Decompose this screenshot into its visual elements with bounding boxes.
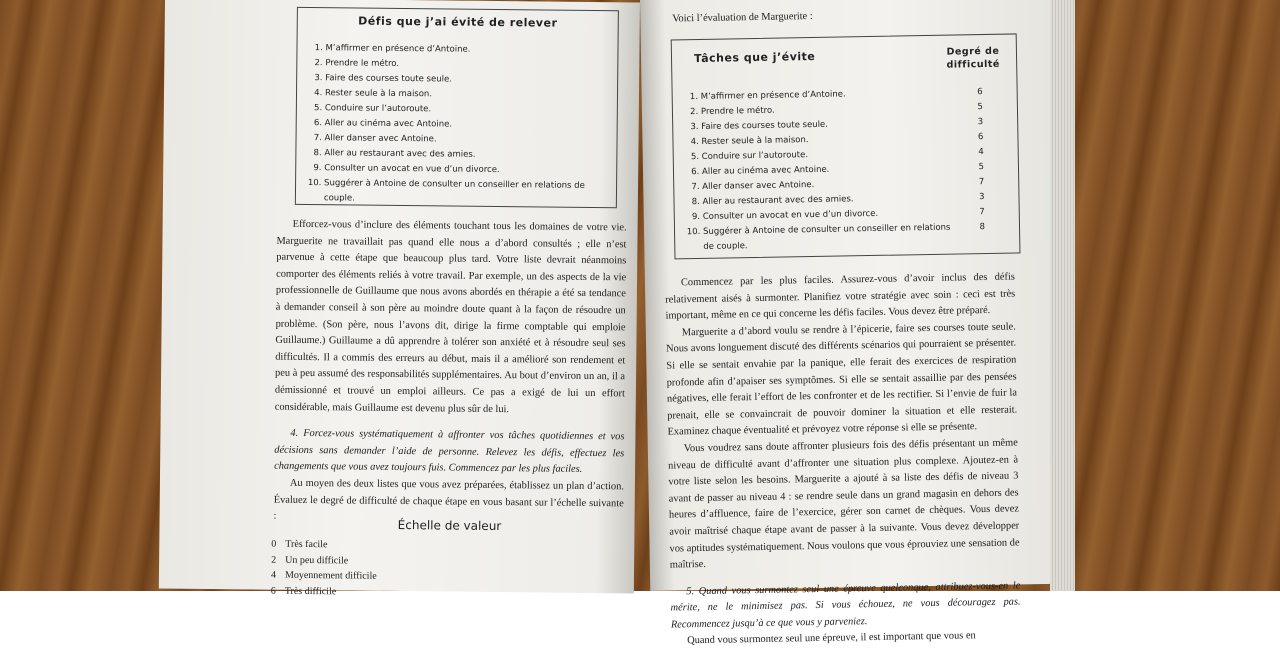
left-page (159, 0, 640, 597)
left-body (273, 217, 626, 529)
evaluation-item: 5. Conduire sur l’autoroute. (702, 146, 952, 165)
difficulty-value: 5 (977, 102, 984, 113)
challenge-item: 6. Aller au cinéma avec Antoine. (325, 116, 617, 134)
left-paragraph-1: Efforcez-vous d’inclure des éléments touchant tous les domaines de votre vie. Marguerite ne travaillait pas quand elle nous a d’abord consultés ; elle n’est parvenue à cette étape que beaucoup plus tard. Votre liste devrait néanmoins comporter des éléments reliés à votre travail. Par exemple, un des aspects de la vie professionnelle de Guillaume que nous avons abordés en thérapie a été sa tendance à demander conseil à son père au moindre doute quant à la façon de résoudre un problème. (Son père, nous l’avons dit, dirige la firme comptable qui emploie Guillaume.) Guillaume a dû apprendre à tolérer son anxiété et à résoudre seul ses difficultés. Il a commis des erreurs au début, mais il a amélioré son rendement et peu à peu assumé des responsabilités supplémentaires. Au bout d’environ un an, il a démissionné et trouvé un emploi ailleurs. Ce pas a exigé de lui un effort considérable, mais Guillaume est devenu plus sûr de lui. (274, 218, 627, 415)
evaluation-item: 10. Suggérer à Antoine de consulter un conseiller en relations de couple. (703, 221, 953, 255)
page-edges (1050, 0, 1075, 591)
evaluation-item: 8. Aller au restaurant avec des amies. (702, 191, 952, 210)
scale-number: 0 (271, 538, 277, 550)
open-book (165, 0, 1075, 647)
scale-number: 6 (270, 585, 276, 597)
right-paragraph-2: Marguerite a d’abord voulu se rendre à l’épicerie, faire ses courses toute seule. Nous avons longuement discuté des différents scénarios qui pourraient se présenter. Si elle se sentait envahie par la panique, elle ferait des exercices de respiration profonde afin d’apaiser ses symptômes. Si elle se sentait assaillie par des pensées négatives, elle ferait l’effort de les confronter et de les rectifier. Si l’envie de fuir la prenait, elle se convaincrait de pouvoir dominer la situation et elle resterait. Examinez chaque éventualité et prévoyez votre réponse si elle se présente. (666, 321, 1018, 438)
evaluation-item: 6. Aller au cinéma avec Antoine. (702, 161, 952, 180)
right-body (665, 270, 1021, 651)
challenges-list (306, 41, 618, 209)
right-paragraph-3: Vous voudrez sans doute affronter plusieurs fois des défis présentant un même niveau de difficulté avant d’affronter une situation plus complexe. Ajoutez-en à votre liste selon les besoins. Marguerite a ajouté à sa liste des défis de niveau 3 avant de passer au niveau 4 : se rendre seule dans un grand magasin en dehors des heures d’affluence, faire de l’exercice, gérer son carnet de chèques. Vous devez avoir maîtrisé chaque étape avant de passer à la suivante. Vous devez développer vos aptitudes systématiquement. Nous voulons que vous éprouviez une sensation de maîtrise. (668, 437, 1020, 571)
left-paragraph-2: 4. Forcez-vous systématiquement à affronter vos tâches quotidiennes et vos décisions sans demander l’aide de personne. Relevez les défis, effectuez les changements que vous avez toujours fuis. Commencez par les plus faciles. (274, 427, 625, 476)
left-paragraph-3: Au moyen des deux listes que vous avez préparées, établissez un plan d’action. Évaluez le degré de difficulté de chaque étape en vous basant sur l’échelle suivante : (273, 477, 624, 522)
challenge-item: 9. Consulter un avocat en vue d’un divorce. (324, 161, 616, 179)
challenge-item: 1. M’affirmer en présence d’Antoine. (325, 41, 617, 59)
scale-item (271, 583, 471, 601)
task-column-header: Tâches que j’évite (693, 49, 816, 66)
challenge-item: 5. Conduire sur l’autoroute. (325, 101, 617, 119)
evaluation-list (683, 86, 954, 256)
right-intro: Voici l’évaluation de Marguerite : (672, 10, 813, 25)
scale-title: Échelle de valeur (397, 517, 502, 534)
challenge-item: 4. Rester seule à la maison. (325, 86, 617, 104)
right-page (640, 0, 1060, 647)
right-paragraph-1: Commencez par les plus faciles. Assurez-vous d’avoir inclus des défis relativement aisés à surmonter. Planifiez votre stratégie avec soin : ceci est très important, même en ce qui concerne les défis faciles. Vous devez être préparé. (665, 271, 1016, 322)
difficulty-value: 8 (979, 222, 986, 233)
difficulty-value: 3 (977, 117, 984, 128)
scale-item (271, 537, 471, 555)
challenge-item: 10. Suggérer à Antoine de consulter un conseiller en relations de couple. (324, 176, 616, 209)
challenge-item: 7. Aller danser avec Antoine. (324, 131, 616, 149)
challenges-box-title: Défis que j’ai évité de relever (358, 14, 558, 30)
evaluation-item: 9. Consulter un avocat en vue d’un divorce. (703, 206, 953, 225)
challenges-box (295, 7, 619, 208)
difficulty-value: 6 (977, 132, 984, 143)
scale-number: 4 (270, 569, 277, 581)
difficulty-value: 7 (978, 177, 985, 188)
difficulty-values (977, 85, 985, 235)
difficulty-column-header: Degré de difficulté (946, 45, 1000, 71)
evaluation-item: 7. Aller danser avec Antoine. (702, 176, 952, 195)
evaluation-item: 3. Faire des courses toute seule. (701, 116, 951, 135)
evaluation-item: 1. M’affirmer en présence d’Antoine. (701, 86, 951, 105)
evaluation-item: 4. Rester seule à la maison. (701, 131, 951, 150)
challenge-item: 2. Prendre le métro. (325, 56, 617, 74)
scale-label: Très difficile (284, 585, 337, 597)
difficulty-value: 7 (979, 207, 985, 218)
right-paragraph-5: Quand vous surmontez seul une épreuve, il est important que vous en (687, 630, 976, 647)
scale-label: Un peu difficile (285, 554, 349, 566)
difficulty-value: 6 (977, 87, 983, 98)
challenge-item: 3. Faire des courses toute seule. (325, 71, 617, 89)
difficulty-value: 4 (978, 147, 984, 158)
evaluation-item: 2. Prendre le métro. (701, 101, 951, 120)
scale-list (271, 537, 472, 601)
difficulty-value: 3 (978, 192, 985, 203)
challenge-item: 8. Aller au restaurant avec des amies. (324, 146, 616, 164)
difficulty-value: 5 (978, 162, 985, 173)
scale-item (271, 568, 471, 586)
right-paragraph-4: 5. Quand vous surmontez seul une épreuve quelconque, attribuez-vous-en le mérite, ne le minimisez pas. Si vous échouez, ne vous découragez pas. Recommencez jusqu’à ce que vous y parveniez. (670, 580, 1021, 631)
scale-number: 2 (271, 554, 277, 566)
scale-label: Très facile (285, 538, 328, 551)
evaluation-box (671, 33, 1021, 259)
scale-label: Moyennement difficile (284, 569, 377, 582)
